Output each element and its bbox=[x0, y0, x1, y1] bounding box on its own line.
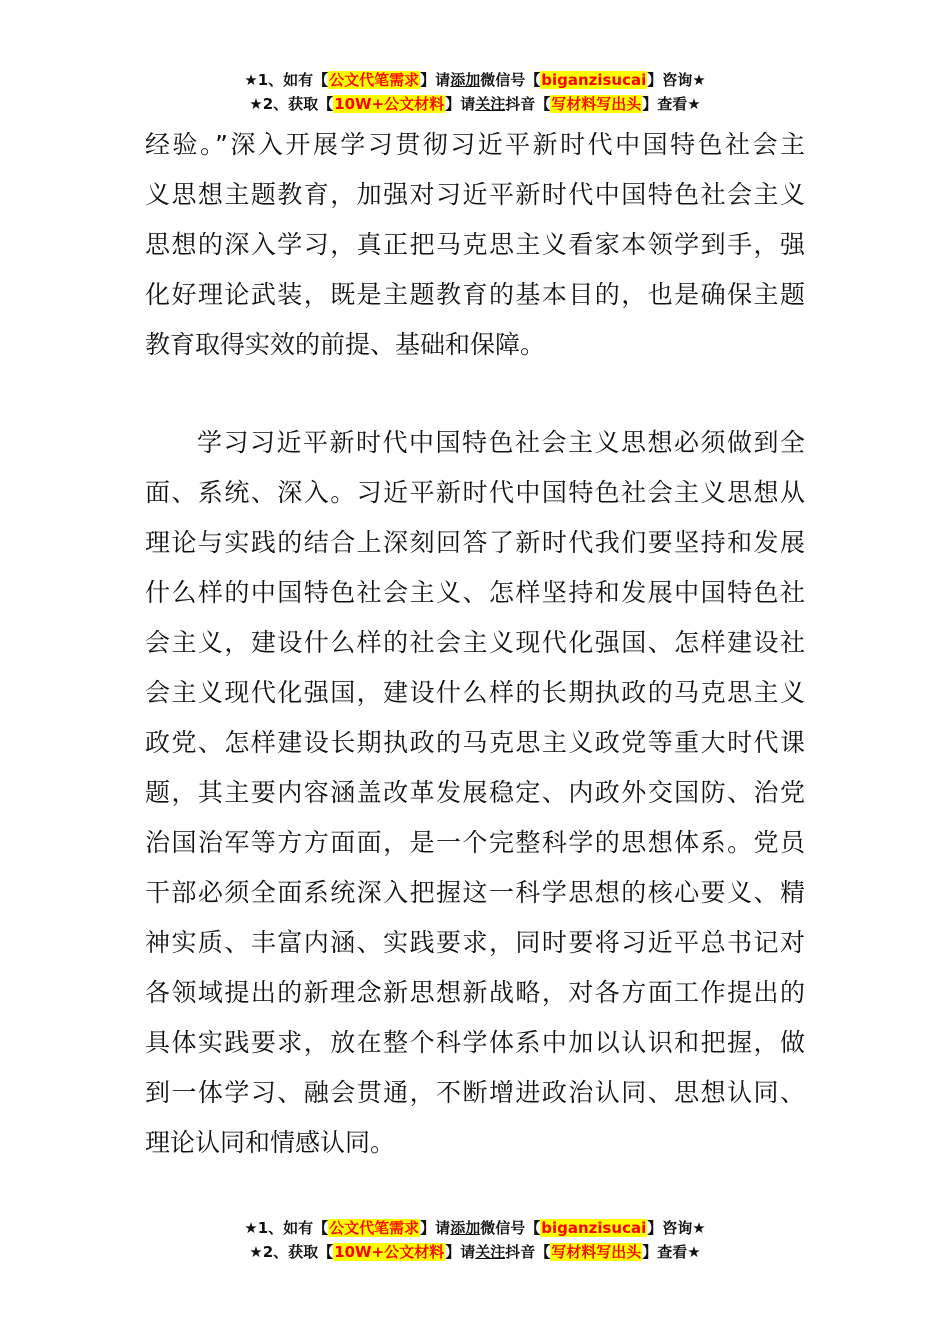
banner-highlight: biganzisucai bbox=[541, 71, 647, 89]
text-line: 治国治军等方方面面，是一个完整科学的思想体系。党员 bbox=[145, 828, 805, 857]
text-line: 什么样的中国特色社会主义、怎样坚持和发展中国特色社 bbox=[145, 578, 805, 607]
banner-highlight: biganzisucai bbox=[541, 1219, 647, 1237]
text-line: 干部必须全面系统深入把握这一科学思想的核心要义、精 bbox=[145, 878, 805, 907]
text-line: 神实质、丰富内涵、实践要求，同时要将习近平总书记对 bbox=[145, 928, 805, 957]
banner-text: 抖音【 bbox=[505, 95, 551, 113]
banner-text: 】咨询★ bbox=[647, 1219, 706, 1237]
banner-text: 抖音【 bbox=[505, 1243, 551, 1261]
text-line: 理论与实践的结合上深刻回答了新时代我们要坚持和发展 bbox=[145, 528, 805, 557]
banner-text: 微信号【 bbox=[480, 71, 541, 89]
banner-highlight: 写材料写出头 bbox=[551, 95, 642, 113]
text-line: 经验。”深入开展学习贯彻习近平新时代中国特色社会主 bbox=[145, 130, 805, 159]
text-line: 会主义，建设什么样的社会主义现代化强国、怎样建设社 bbox=[145, 628, 805, 657]
banner-text: 】咨询★ bbox=[647, 71, 706, 89]
banner-text: 】查看★ bbox=[642, 95, 701, 113]
text-line: 理论认同和情感认同。 bbox=[145, 1128, 396, 1157]
text-line: 化好理论武装，既是主题教育的基本目的，也是确保主题 bbox=[145, 280, 805, 309]
text-line: 义思想主题教育，加强对习近平新时代中国特色社会主义 bbox=[145, 180, 805, 209]
banner-highlight: 10W+公文材料 bbox=[334, 95, 445, 113]
footer-banner bbox=[0, 1216, 950, 1264]
banner-line-1 bbox=[0, 68, 950, 92]
banner-line-2 bbox=[0, 1240, 950, 1264]
banner-text: ★1、如有【 bbox=[244, 1219, 329, 1237]
text-line: 学习习近平新时代中国特色社会主义思想必须做到全 bbox=[197, 428, 805, 457]
banner-underlined-text: 添加 bbox=[450, 1219, 481, 1237]
text-line: 思想的深入学习，真正把马克思主义看家本领学到手，强 bbox=[145, 230, 805, 259]
text-line: 教育取得实效的前提、基础和保障。 bbox=[145, 330, 546, 359]
banner-text: ★1、如有【 bbox=[244, 71, 329, 89]
banner-text: 】查看★ bbox=[642, 1243, 701, 1261]
paragraph-2 bbox=[145, 418, 805, 1168]
banner-text: 微信号【 bbox=[480, 1219, 541, 1237]
paragraph-1 bbox=[145, 120, 805, 370]
banner-text: ★2、获取【 bbox=[249, 1243, 334, 1261]
text-line: 面、系统、深入。习近平新时代中国特色社会主义思想从 bbox=[145, 478, 805, 507]
text-line: 政党、怎样建设长期执政的马克思主义政党等重大时代课 bbox=[145, 728, 805, 757]
banner-line-2 bbox=[0, 92, 950, 116]
banner-text: 】请 bbox=[445, 1243, 476, 1261]
banner-underlined-text: 关注 bbox=[475, 95, 506, 113]
text-line: 到一体学习、融会贯通，不断增进政治认同、思想认同、 bbox=[145, 1078, 805, 1107]
text-line: 题，其主要内容涵盖改革发展稳定、内政外交国防、治党 bbox=[145, 778, 805, 807]
banner-text: ★2、获取【 bbox=[249, 95, 334, 113]
banner-text: 】请 bbox=[420, 1219, 451, 1237]
banner-underlined-text: 添加 bbox=[450, 71, 481, 89]
banner-highlight: 10W+公文材料 bbox=[334, 1243, 445, 1261]
banner-highlight: 公文代笔需求 bbox=[329, 71, 420, 89]
banner-highlight: 公文代笔需求 bbox=[329, 1219, 420, 1237]
banner-underlined-text: 关注 bbox=[475, 1243, 506, 1261]
banner-highlight: 写材料写出头 bbox=[551, 1243, 642, 1261]
text-line: 会主义现代化强国，建设什么样的长期执政的马克思主义 bbox=[145, 678, 805, 707]
text-line: 具体实践要求，放在整个科学体系中加以认识和把握，做 bbox=[145, 1028, 805, 1057]
banner-text: 】请 bbox=[445, 95, 476, 113]
header-banner bbox=[0, 68, 950, 116]
banner-text: 】请 bbox=[420, 71, 451, 89]
banner-line-1 bbox=[0, 1216, 950, 1240]
text-line: 各领域提出的新理念新思想新战略，对各方面工作提出的 bbox=[145, 978, 805, 1007]
